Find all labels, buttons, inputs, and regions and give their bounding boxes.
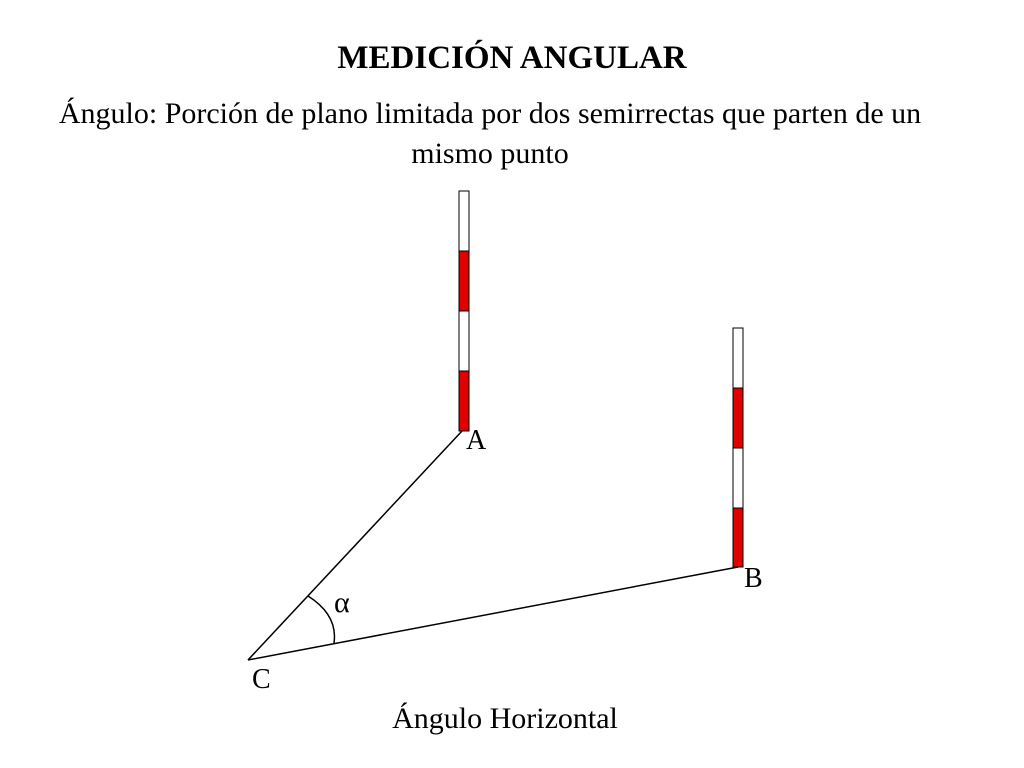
pole-b-segment-1 [733, 328, 743, 388]
pole-b-segment-3 [733, 448, 743, 508]
pole-a-segment-2 [459, 251, 469, 311]
survey-pole-a [459, 191, 469, 431]
angle-definition: Ángulo: Porción de plano limitada por dos semirrectas que parten de un mismo punto [58, 97, 922, 170]
label-point-b: B [744, 563, 763, 594]
pole-a-segment-1 [459, 191, 469, 251]
slide-title: MEDICIÓN ANGULAR [337, 40, 687, 76]
pole-b-segment-4 [733, 508, 743, 567]
pole-a-segment-3 [459, 311, 469, 371]
survey-pole-b [733, 328, 743, 567]
label-point-c: C [252, 664, 271, 695]
angle-arc [308, 596, 334, 643]
diagram-caption: Ángulo Horizontal [392, 702, 618, 735]
angle-alpha-symbol: α [334, 586, 350, 619]
label-point-a: A [466, 425, 487, 456]
pole-a-segment-4 [459, 371, 469, 431]
pole-b-segment-2 [733, 388, 743, 448]
